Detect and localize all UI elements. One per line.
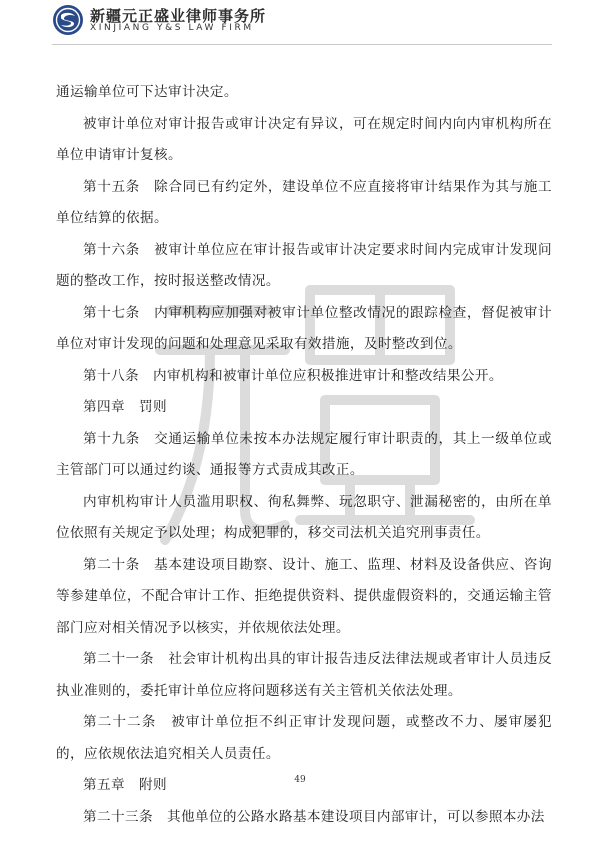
- article-21: 第二十一条 社会审计机构出具的审计报告违反法律法规或者审计人员违反执业准则的，委托审计单位应将问题移送有关主管机关依法处理。: [56, 651, 552, 699]
- firm-logo-icon: [52, 4, 84, 36]
- article-17: 第十七条 内审机构应加强对被审计单位整改情况的跟踪检查，督促被审计单位对审计发现的问题和处理意见采取有效措施，及时整改到位。: [56, 304, 552, 352]
- article-19: 第十九条 交通运输单位未按本办法规定履行审计职责的，其上一级单位或主管部门可以通过约谈、通报等方式责成其改正。: [56, 430, 552, 478]
- page-number: 49: [294, 775, 306, 785]
- article-22: 第二十二条 被审计单位拒不纠正审计发现问题，或整改不力、屡审屡犯的，应依规依法追究相关人员责任。: [56, 714, 552, 762]
- article-20: 第二十条 基本建设项目勘察、设计、施工、监理、材料及设备供应、咨询等参建单位，不配合审计工作、拒绝提供资料、提供虚假资料的，交通运输主管部门应对相关情况予以核实，并依规依法处理。: [56, 556, 552, 636]
- paragraph-auditor-liability: 内审机构审计人员滥用职权、徇私舞弊、玩忽职守、泄漏秘密的，由所在单位依照有关规定予以处理；构成犯罪的，移交司法机关追究刑事责任。: [56, 493, 552, 541]
- article-16: 第十六条 被审计单位应在审计报告或审计决定要求时间内完成审计发现问题的整改工作，按时报送整改情况。: [56, 241, 552, 289]
- article-23: 第二十三条 其他单位的公路水路基本建设项目内部审计，可以参照本办法: [83, 808, 545, 825]
- article-15: 第十五条 除合同已有约定外，建设单位不应直接将审计结果作为其与施工单位结算的依据。: [56, 178, 552, 226]
- firm-name-cn: 新疆元正盛业律师事务所: [90, 7, 267, 25]
- chapter-4-heading: 第四章 罚则: [83, 399, 167, 415]
- page-header: [52, 0, 552, 44]
- document-body: [56, 77, 552, 833]
- chapter-5-heading: 第五章 附则: [83, 777, 167, 793]
- firm-name-en: XINJIANG Y&S LAW FIRM: [90, 23, 254, 33]
- paragraph-1: 通运输单位可下达审计决定。: [56, 84, 238, 100]
- paragraph-2: 被审计单位对审计报告或审计决定有异议，可在规定时间内向内审机构所在单位申请审计复核。: [56, 115, 552, 163]
- article-18: 第十八条 内审机构和被审计单位应积极推进审计和整改结果公开。: [83, 367, 503, 384]
- header-divider: [52, 44, 552, 45]
